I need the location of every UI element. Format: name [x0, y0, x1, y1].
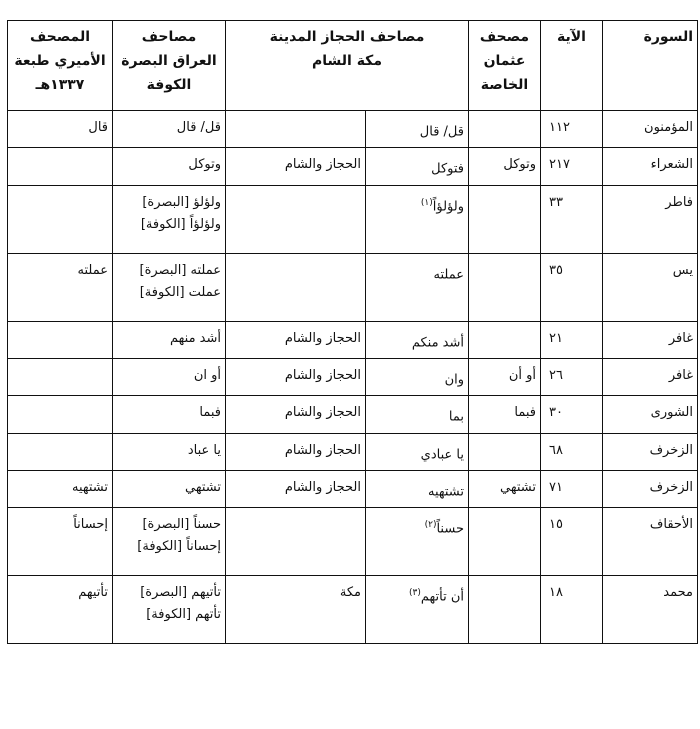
cell-hijaz-b: الحجاز والشام [226, 470, 366, 507]
cell-hijaz-a: تشتهيه [366, 470, 469, 507]
cell-sura: محمد [603, 576, 698, 644]
cell-sura: غافر [603, 358, 698, 395]
cell-amiri: إحساناً [8, 508, 113, 576]
cell-sura: الشورى [603, 396, 698, 433]
cell-iraq: أو ان [113, 358, 226, 395]
cell-aya: ١٨ [541, 576, 603, 644]
cell-sura: الزخرف [603, 433, 698, 470]
cell-iraq: يا عباد [113, 433, 226, 470]
table-row [8, 253, 698, 321]
cell-hijaz-b: الحجاز والشام [226, 321, 366, 358]
cell-amiri: قال [8, 111, 113, 148]
cell-hijaz-a: قل/ قال [366, 111, 469, 148]
cell-sura: غافر [603, 321, 698, 358]
table-row [8, 358, 698, 395]
cell-amiri: تأتيهم [8, 576, 113, 644]
cell-hijaz-a: وان [366, 358, 469, 395]
cell-hijaz-b [226, 508, 366, 576]
cell-aya: ٧١ [541, 470, 603, 507]
cell-amiri: تشتهيه [8, 470, 113, 507]
cell-hijaz-a: أشد منكم [366, 321, 469, 358]
header-row [8, 21, 698, 111]
cell-hijaz-a: أن تأتهم$^{(٣)}$ [366, 576, 469, 644]
table-row [8, 185, 698, 253]
cell-iraq: فبما [113, 396, 226, 433]
cell-uthman [469, 508, 541, 576]
header-iraq: مصاحف العراق البصرة الكوفة [113, 21, 226, 111]
footnote-marker: (٢) [424, 520, 437, 531]
cell-sura: الأحقاف [603, 508, 698, 576]
cell-sura: فاطر [603, 185, 698, 253]
cell-uthman: فبما [469, 396, 541, 433]
cell-aya: ١١٢ [541, 111, 603, 148]
cell-aya: ١٥ [541, 508, 603, 576]
table-row [8, 508, 698, 576]
cell-uthman: تشتهي [469, 470, 541, 507]
cell-hijaz-b [226, 111, 366, 148]
cell-sura: المؤمنون [603, 111, 698, 148]
table-row [8, 433, 698, 470]
cell-hijaz-a: ولؤلؤاً$^{(١)}$ [366, 185, 469, 253]
cell-amiri: عملته [8, 253, 113, 321]
cell-iraq: تشتهي [113, 470, 226, 507]
cell-iraq: قل/ قال [113, 111, 226, 148]
table-row [8, 148, 698, 185]
cell-hijaz-b: الحجاز والشام [226, 148, 366, 185]
cell-hijaz-b: مكة [226, 576, 366, 644]
header-aya: الآية [541, 21, 603, 111]
cell-iraq: حسناً [البصرة] إحساناً [الكوفة] [113, 508, 226, 576]
header-uthman: مصحف عثمان الخاصة [469, 21, 541, 111]
header-sura: السورة [603, 21, 698, 111]
cell-uthman [469, 253, 541, 321]
cell-uthman [469, 185, 541, 253]
cell-aya: ٢١ [541, 321, 603, 358]
cell-iraq: أشد منهم [113, 321, 226, 358]
header-hijaz: مصاحف الحجاز المدينة مكة الشام [226, 21, 469, 111]
cell-amiri [8, 321, 113, 358]
cell-hijaz-a: فتوكل [366, 148, 469, 185]
cell-uthman: أو أن [469, 358, 541, 395]
cell-aya: ٣٥ [541, 253, 603, 321]
cell-sura: يس [603, 253, 698, 321]
cell-hijaz-b: الحجاز والشام [226, 358, 366, 395]
cell-aya: ٣٣ [541, 185, 603, 253]
cell-hijaz-a: عملته [366, 253, 469, 321]
cell-iraq: عملته [البصرة] عملت [الكوفة] [113, 253, 226, 321]
cell-amiri [8, 396, 113, 433]
cell-uthman: وتوكل [469, 148, 541, 185]
cell-hijaz-a: يا عبادي [366, 433, 469, 470]
comparison-table [7, 20, 698, 644]
cell-hijaz-a: بما [366, 396, 469, 433]
cell-sura: الزخرف [603, 470, 698, 507]
cell-uthman [469, 433, 541, 470]
footnote-marker: (١) [420, 197, 433, 208]
table-row [8, 111, 698, 148]
cell-amiri [8, 358, 113, 395]
cell-iraq: تأتيهم [البصرة] تأتهم [الكوفة] [113, 576, 226, 644]
cell-aya: ٦٨ [541, 433, 603, 470]
cell-hijaz-b: الحجاز والشام [226, 396, 366, 433]
cell-hijaz-b [226, 185, 366, 253]
cell-hijaz-a: حسناً$^{(٢)}$ [366, 508, 469, 576]
cell-aya: ٢٦ [541, 358, 603, 395]
cell-amiri [8, 148, 113, 185]
cell-hijaz-b: الحجاز والشام [226, 433, 366, 470]
cell-iraq: ولؤلؤ [البصرة] ولؤلؤاً [الكوفة] [113, 185, 226, 253]
cell-uthman [469, 321, 541, 358]
table-row [8, 576, 698, 644]
table-row [8, 470, 698, 507]
cell-uthman [469, 576, 541, 644]
cell-iraq: وتوكل [113, 148, 226, 185]
table-row [8, 396, 698, 433]
cell-aya: ٣٠ [541, 396, 603, 433]
cell-amiri [8, 185, 113, 253]
table-row [8, 321, 698, 358]
cell-hijaz-b [226, 253, 366, 321]
cell-uthman [469, 111, 541, 148]
cell-amiri [8, 433, 113, 470]
cell-sura: الشعراء [603, 148, 698, 185]
cell-aya: ٢١٧ [541, 148, 603, 185]
footnote-marker: (٣) [408, 588, 421, 599]
header-amiri: المصحف الأميري طبعة ١٣٣٧هـ [8, 21, 113, 111]
